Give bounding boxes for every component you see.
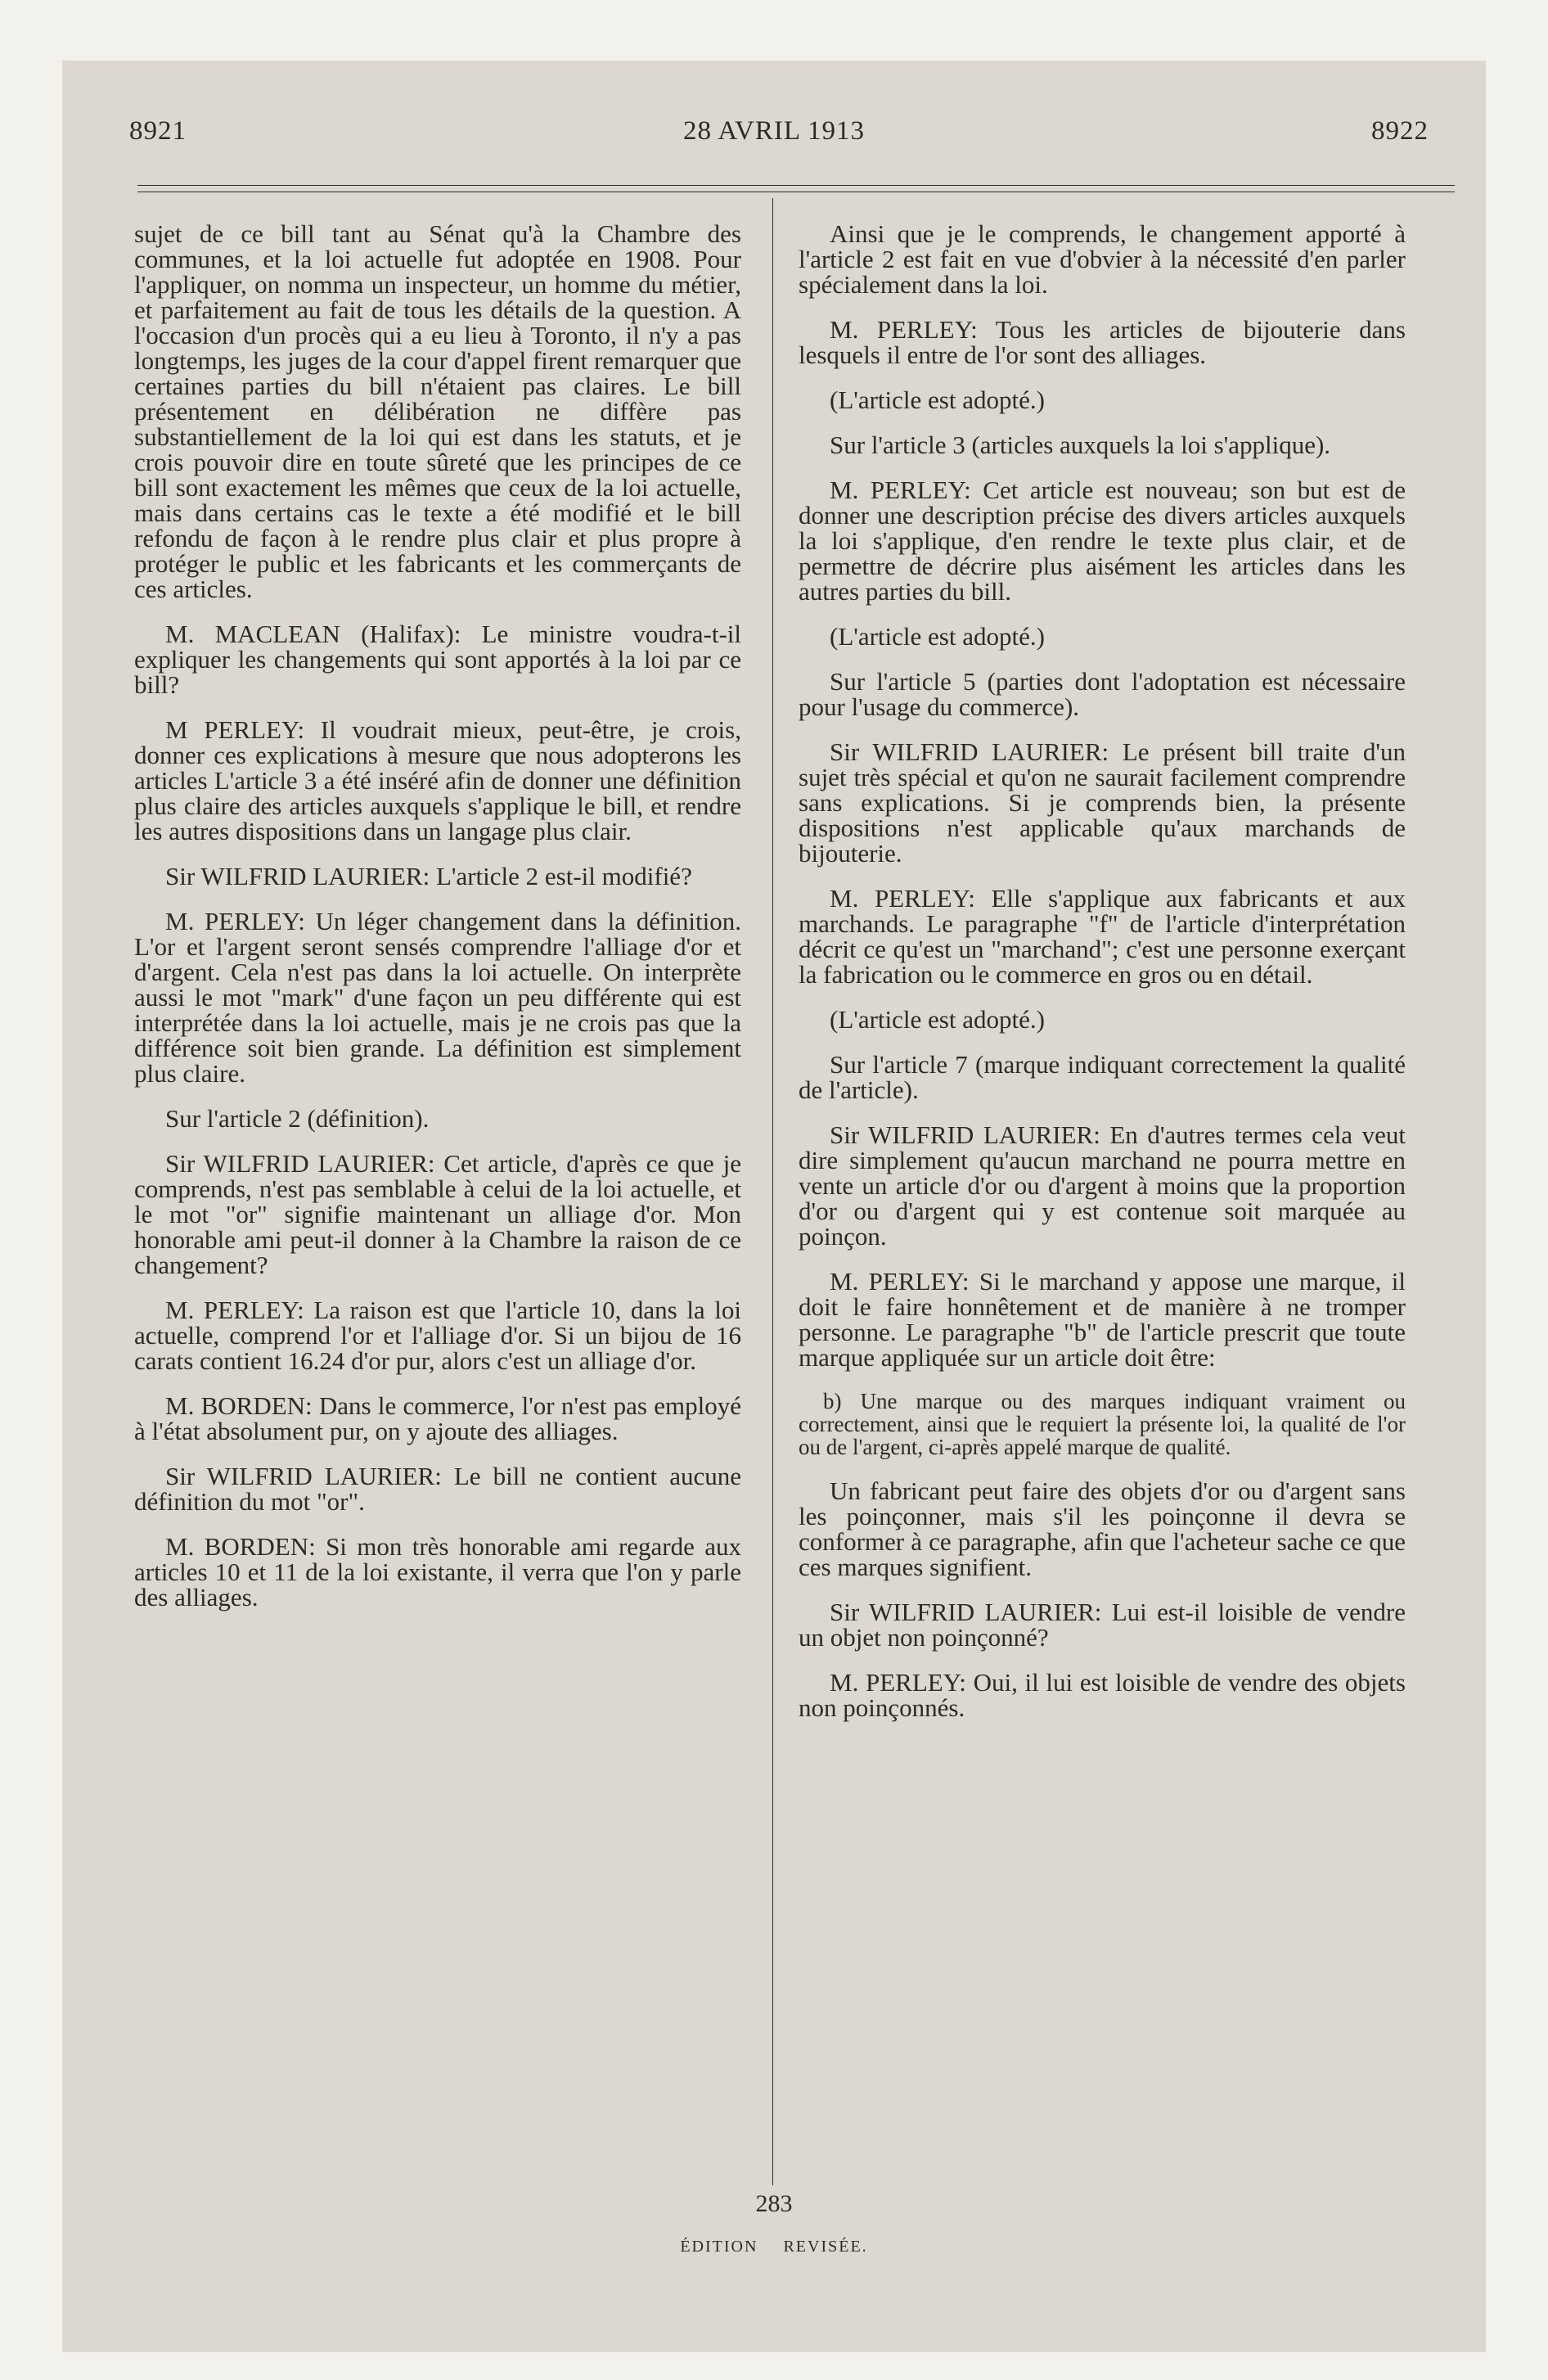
left-column xyxy=(134,221,741,1629)
right-column xyxy=(799,221,1406,1740)
column-divider xyxy=(772,198,773,2185)
paragraph: (L'article est adopté.) xyxy=(830,1005,1045,1034)
paragraph: M. BORDEN: Dans le commerce, l'or n'est pas employé à l'état absolument pur, on y ajoute des alliages. xyxy=(134,1391,741,1445)
quoted-paragraph: b) Une marque ou des marques indiquant vraiment ou correctement, ainsi que le requiert la présente loi, la qualité de l'or ou de l'argent, ci-après appelé marque de qualité. xyxy=(799,1389,1406,1459)
paragraph: Sir WILFRID LAURIER: Cet article, d'après ce que je comprends, n'est pas semblable à celui de la loi actuelle, et le mot "or" signifie maintenant un alliage d'or. Mon honorable ami peut-il donner à la Chambre la raison de ce changement? xyxy=(134,1149,741,1279)
paragraph: M. PERLEY: Cet article est nouveau; son but est de donner une description précise des divers articles auxquels la loi s'applique, d'en rendre le texte plus clair, et de permettre de décrire plus aisément les articles dans les autres parties du bill. xyxy=(799,476,1406,606)
footer-right: REVISÉE. xyxy=(783,2238,868,2256)
paragraph: M. PERLEY: Elle s'applique aux fabricants et aux marchands. Le paragraphe "f" de l'article d'interprétation décrit ce qu'est un "marchand"; c'est une personne exerçant la fabrication ou le commerce en gros ou en détail. xyxy=(799,884,1406,989)
document-page xyxy=(62,61,1486,2352)
paragraph: Sir WILFRID LAURIER: Lui est-il loisible de vendre un objet non poinçonné? xyxy=(799,1598,1406,1652)
paragraph: M. BORDEN: Si mon très honorable ami regarde aux articles 10 et 11 de la loi existante, il verra que l'on y parle des alliages. xyxy=(134,1532,741,1611)
paragraph: M. MACLEAN (Halifax): Le ministre voudra-t-il expliquer les changements qui sont apportés à la loi par ce bill? xyxy=(134,620,741,699)
paragraph: M. PERLEY: Tous les articles de bijouterie dans lesquels il entre de l'or sont des alliages. xyxy=(799,315,1406,369)
paragraph: Sur l'article 5 (parties dont l'adoptation est nécessaire pour l'usage du commerce). xyxy=(799,667,1406,721)
edition-footer xyxy=(62,2238,1486,2256)
paragraph: (L'article est adopté.) xyxy=(830,385,1045,414)
paragraph: Un fabricant peut faire des objets d'or ou d'argent sans les poinçonner, mais s'il les poinçonne il devra se conformer à ce paragraphe, afin que l'acheteur sache ce que ces marques signifient. xyxy=(799,1476,1406,1581)
paragraph: M. PERLEY: Oui, il lui est loisible de vendre des objets non poinçonnés. xyxy=(799,1668,1406,1722)
footer-left: ÉDITION xyxy=(680,2238,758,2256)
folio-number: 283 xyxy=(755,2190,793,2217)
paragraph: sujet de ce bill tant au Sénat qu'à la Chambre des communes, et la loi actuelle fut adoptée en 1908. Pour l'appliquer, on nomma un inspecteur, un homme du métier, et parfaitement au fait de tous les détails de la question. A l'occasion d'un procès qui a eu lieu à Toronto, il n'y a pas longtemps, les juges de la cour d'appel firent remarquer que certaines parties du bill n'étaient pas claires. Le bill présentement en délibération ne diffère pas substantiellement de la loi qui est dans les statuts, et je crois pouvoir dire en toute sûreté que les principes de ce bill sont exactement les mêmes que ceux de la loi actuelle, mais dans certains cas le texte a été modifié et le bill refondu de façon à le rendre plus clair et plus propre à protéger le public et les fabricants et les commerçants de ces articles. xyxy=(134,219,741,603)
paragraph: Sur l'article 3 (articles auxquels la loi s'applique). xyxy=(830,430,1331,459)
paragraph: Sir WILFRID LAURIER: L'article 2 est-il modifié? xyxy=(165,862,692,890)
paragraph: M. PERLEY: La raison est que l'article 10, dans la loi actuelle, comprend l'or et l'alliage d'or. Si un bijou de 16 carats contient 16.24 d'or pur, alors c'est un alliage d'or. xyxy=(134,1296,741,1375)
paragraph: Sur l'article 7 (marque indiquant correctement la qualité de l'article). xyxy=(799,1050,1406,1104)
paragraph: Sir WILFRID LAURIER: En d'autres termes cela veut dire simplement qu'aucun marchand ne pourra mettre en vente un article d'or ou d'argent à moins que la proportion d'or ou d'argent qui y est contenue soit marquée au poinçon. xyxy=(799,1120,1406,1251)
paragraph: (L'article est adopté.) xyxy=(830,622,1045,651)
page-date: 28 AVRIL 1913 xyxy=(682,116,866,146)
paragraph: Sir WILFRID LAURIER: Le bill ne contient aucune définition du mot "or". xyxy=(134,1462,741,1516)
left-page-number: 8921 xyxy=(129,116,187,146)
paragraph: Sur l'article 2 (définition). xyxy=(165,1104,430,1133)
paragraph: M. PERLEY: Un léger changement dans la définition. L'or et l'argent seront sensés comprendre l'alliage d'or et d'argent. Cela n'est pas dans la loi actuelle. On interprète aussi le mot "mark" d'une façon un peu différente qui est interprétée dans la loi actuelle, mais je ne crois pas que la différence soit bien grande. La définition est simplement plus claire. xyxy=(134,907,741,1088)
paragraph: Ainsi que je le comprends, le changement apporté à l'article 2 est fait en vue d'obvier à la nécessité d'en parler spécialement dans la loi. xyxy=(799,219,1406,299)
paragraph: M PERLEY: Il voudrait mieux, peut-être, je crois, donner ces explications à mesure que nous adopterons les articles L'article 3 a été inséré afin de donner une définition plus claire des articles auxquels s'applique le bill, et rendre les autres dispositions dans un langage plus clair. xyxy=(134,715,741,845)
paragraph: M. PERLEY: Si le marchand y appose une marque, il doit le faire honnêtement et de manière à ne tromper personne. Le paragraphe "b" de l'article prescrit que toute marque appliquée sur un article doit être: xyxy=(799,1267,1406,1372)
header-rule-top xyxy=(137,185,1455,186)
paragraph: Sir WILFRID LAURIER: Le présent bill traite d'un sujet très spécial et qu'on ne saurait facilement comprendre sans explications. Si je comprends bien, la présente dispositions n'est applicable qu'aux marchands de bijouterie. xyxy=(799,737,1406,868)
right-page-number: 8922 xyxy=(1371,116,1429,146)
